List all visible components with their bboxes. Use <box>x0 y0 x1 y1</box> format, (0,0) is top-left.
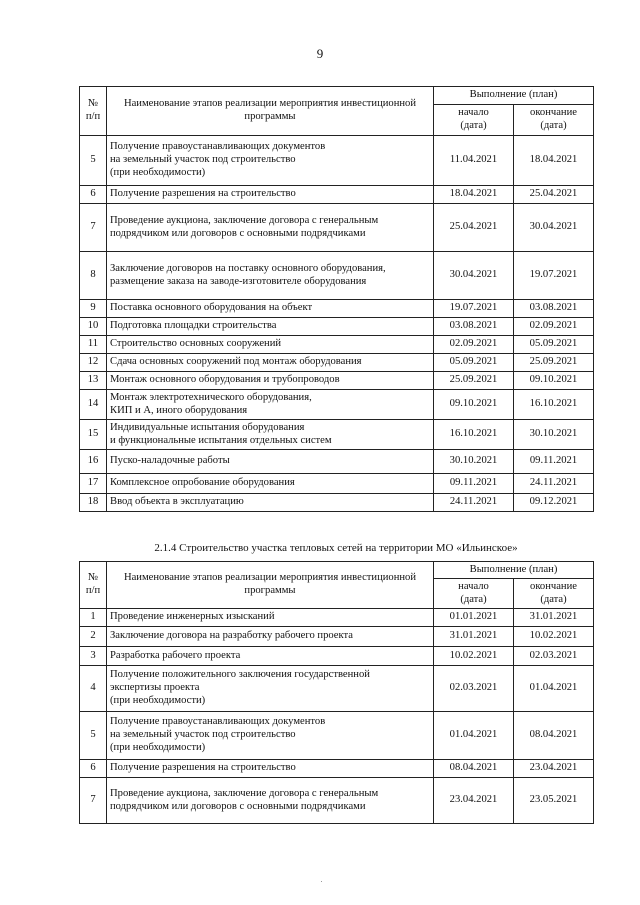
end-date: 10.02.2021 <box>514 627 594 647</box>
stage-name: Строительство основных сооружений <box>107 336 434 354</box>
header-stage-name: Наименование этапов реализации мероприятия инвестиционной программы <box>107 87 434 136</box>
table-row <box>80 647 594 666</box>
table-row <box>80 450 594 474</box>
end-date: 25.09.2021 <box>514 354 594 372</box>
end-date: 08.04.2021 <box>514 712 594 760</box>
row-number: 10 <box>80 318 107 336</box>
table-row <box>80 300 594 318</box>
row-number: 2 <box>80 627 107 647</box>
end-date: 30.04.2021 <box>514 204 594 252</box>
start-date: 23.04.2021 <box>434 778 514 824</box>
start-date: 11.04.2021 <box>434 136 514 186</box>
table-row <box>80 204 594 252</box>
header-execution: Выполнение (план) <box>434 562 594 579</box>
table-row <box>80 712 594 760</box>
table-row <box>80 609 594 627</box>
stage-name: Проведение аукциона, заключение договора с генеральным подрядчиком или договоров с основными подрядчиками <box>107 778 434 824</box>
stage-name: Получение правоустанавливающих документов на земельный участок под строительство (при необходимости) <box>107 136 434 186</box>
scan-artifact <box>321 881 322 882</box>
table-row <box>80 627 594 647</box>
table-row <box>80 778 594 824</box>
stage-name: Сдача основных сооружений под монтаж оборудования <box>107 354 434 372</box>
end-date: 23.05.2021 <box>514 778 594 824</box>
stage-name: Поставка основного оборудования на объект <box>107 300 434 318</box>
row-number: 6 <box>80 760 107 778</box>
table-row <box>80 252 594 300</box>
start-date: 01.01.2021 <box>434 609 514 627</box>
stage-name: Проведение аукциона, заключение договора с генеральным подрядчиком или договоров с основными подрядчиками <box>107 204 434 252</box>
table-row <box>80 186 594 204</box>
schedule-table-2 <box>79 561 594 824</box>
stage-name: Монтаж электротехнического оборудования, КИП и А, иного оборудования <box>107 390 434 420</box>
row-number: 9 <box>80 300 107 318</box>
table-row <box>80 318 594 336</box>
start-date: 03.08.2021 <box>434 318 514 336</box>
header-start: начало (дата) <box>434 105 514 136</box>
start-date: 30.10.2021 <box>434 450 514 474</box>
row-number: 7 <box>80 204 107 252</box>
stage-name: Индивидуальные испытания оборудования и функциональные испытания отдельных систем <box>107 420 434 450</box>
end-date: 02.09.2021 <box>514 318 594 336</box>
start-date: 09.11.2021 <box>434 474 514 494</box>
start-date: 01.04.2021 <box>434 712 514 760</box>
header-number: № п/п <box>80 562 107 609</box>
stage-name: Комплексное опробование оборудования <box>107 474 434 494</box>
section-title: 2.1.4 Строительство участка тепловых сетей на территории МО «Ильинское» <box>154 542 518 554</box>
stage-name: Получение разрешения на строительство <box>107 186 434 204</box>
header-number: № п/п <box>80 87 107 136</box>
row-number: 5 <box>80 136 107 186</box>
table-row <box>80 336 594 354</box>
table-row <box>80 354 594 372</box>
header-end: окончание (дата) <box>514 579 594 609</box>
stage-name: Пуско-наладочные работы <box>107 450 434 474</box>
row-number: 8 <box>80 252 107 300</box>
row-number: 3 <box>80 647 107 666</box>
end-date: 09.10.2021 <box>514 372 594 390</box>
end-date: 25.04.2021 <box>514 186 594 204</box>
end-date: 31.01.2021 <box>514 609 594 627</box>
start-date: 18.04.2021 <box>434 186 514 204</box>
stage-name: Заключение договора на разработку рабочего проекта <box>107 627 434 647</box>
row-number: 6 <box>80 186 107 204</box>
end-date: 30.10.2021 <box>514 420 594 450</box>
row-number: 15 <box>80 420 107 450</box>
row-number: 18 <box>80 494 107 512</box>
start-date: 31.01.2021 <box>434 627 514 647</box>
row-number: 13 <box>80 372 107 390</box>
start-date: 09.10.2021 <box>434 390 514 420</box>
stage-name: Получение положительного заключения государственной экспертизы проекта (при необходимости) <box>107 666 434 712</box>
stage-name: Монтаж основного оборудования и трубопроводов <box>107 372 434 390</box>
stage-name: Ввод объекта в эксплуатацию <box>107 494 434 512</box>
end-date: 05.09.2021 <box>514 336 594 354</box>
end-date: 18.04.2021 <box>514 136 594 186</box>
end-date: 16.10.2021 <box>514 390 594 420</box>
start-date: 25.09.2021 <box>434 372 514 390</box>
start-date: 16.10.2021 <box>434 420 514 450</box>
row-number: 7 <box>80 778 107 824</box>
row-number: 11 <box>80 336 107 354</box>
header-execution: Выполнение (план) <box>434 87 594 105</box>
header-start: начало (дата) <box>434 579 514 609</box>
row-number: 16 <box>80 450 107 474</box>
table-row <box>80 390 594 420</box>
end-date: 23.04.2021 <box>514 760 594 778</box>
start-date: 10.02.2021 <box>434 647 514 666</box>
row-number: 17 <box>80 474 107 494</box>
end-date: 02.03.2021 <box>514 647 594 666</box>
stage-name: Получение правоустанавливающих документов на земельный участок под строительство (при необходимости) <box>107 712 434 760</box>
table-row <box>80 666 594 712</box>
header-stage-name: Наименование этапов реализации мероприятия инвестиционной программы <box>107 562 434 609</box>
table-row <box>80 474 594 494</box>
start-date: 25.04.2021 <box>434 204 514 252</box>
schedule-table-1 <box>79 86 594 512</box>
end-date: 09.11.2021 <box>514 450 594 474</box>
end-date: 01.04.2021 <box>514 666 594 712</box>
page-number: 9 <box>316 46 324 61</box>
table-row <box>80 494 594 512</box>
table-row <box>80 760 594 778</box>
row-number: 12 <box>80 354 107 372</box>
row-number: 1 <box>80 609 107 627</box>
stage-name: Разработка рабочего проекта <box>107 647 434 666</box>
end-date: 19.07.2021 <box>514 252 594 300</box>
start-date: 05.09.2021 <box>434 354 514 372</box>
header-end: окончание (дата) <box>514 105 594 136</box>
end-date: 03.08.2021 <box>514 300 594 318</box>
table-row <box>80 136 594 186</box>
row-number: 14 <box>80 390 107 420</box>
start-date: 02.09.2021 <box>434 336 514 354</box>
row-number: 5 <box>80 712 107 760</box>
stage-name: Заключение договоров на поставку основного оборудования, размещение заказа на заводе-изготовителе оборудования <box>107 252 434 300</box>
start-date: 02.03.2021 <box>434 666 514 712</box>
row-number: 4 <box>80 666 107 712</box>
stage-name: Получение разрешения на строительство <box>107 760 434 778</box>
end-date: 24.11.2021 <box>514 474 594 494</box>
start-date: 30.04.2021 <box>434 252 514 300</box>
start-date: 08.04.2021 <box>434 760 514 778</box>
table-row <box>80 372 594 390</box>
end-date: 09.12.2021 <box>514 494 594 512</box>
stage-name: Подготовка площадки строительства <box>107 318 434 336</box>
start-date: 24.11.2021 <box>434 494 514 512</box>
stage-name: Проведение инженерных изысканий <box>107 609 434 627</box>
table-row <box>80 420 594 450</box>
start-date: 19.07.2021 <box>434 300 514 318</box>
